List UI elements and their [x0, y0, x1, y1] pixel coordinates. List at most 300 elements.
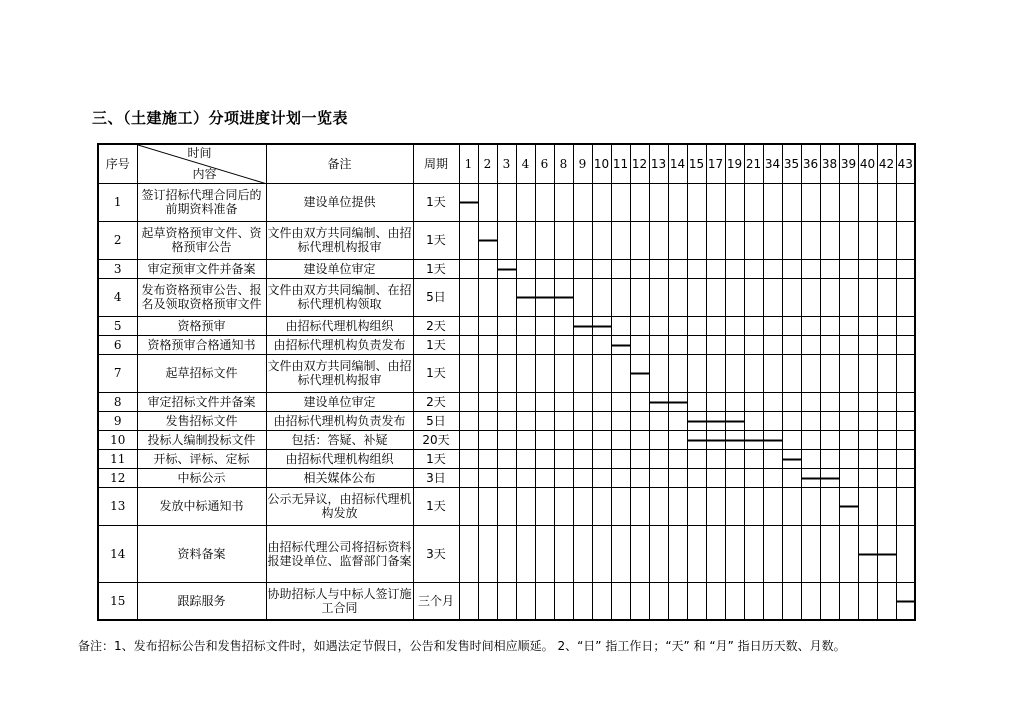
- timeline-cell: [478, 449, 497, 468]
- timeline-cell: [554, 449, 573, 468]
- timeline-tick: 19: [725, 144, 744, 183]
- timeline-cell: [459, 278, 478, 316]
- timeline-cell: [668, 411, 687, 430]
- timeline-tick: 1: [459, 144, 478, 183]
- timeline-cell: [630, 525, 649, 582]
- timeline-cell: [820, 582, 839, 620]
- timeline-tick: 6: [535, 144, 554, 183]
- row-content: 起草资格预审文件、资格预审公告: [137, 221, 266, 259]
- row-note: 文件由双方共同编制、由招标代理机构报审: [266, 221, 413, 259]
- timeline-cell: [763, 221, 782, 259]
- timeline-cell: [668, 468, 687, 487]
- header-row: [98, 144, 915, 183]
- timeline-cell: [687, 335, 706, 354]
- timeline-cell: [744, 525, 763, 582]
- timeline-cell: [554, 335, 573, 354]
- timeline-cell: [478, 392, 497, 411]
- timeline-cell: [820, 525, 839, 582]
- timeline-cell: [497, 468, 516, 487]
- timeline-cell: [801, 411, 820, 430]
- timeline-cell: [497, 411, 516, 430]
- timeline-tick: 39: [839, 144, 858, 183]
- timeline-cell: [896, 335, 915, 354]
- header-period: 周期: [413, 144, 459, 183]
- timeline-cell: [725, 582, 744, 620]
- timeline-cell: [573, 392, 592, 411]
- timeline-cell: [554, 316, 573, 335]
- timeline-cell: [478, 335, 497, 354]
- row-content: 投标人编制投标文件: [137, 430, 266, 449]
- timeline-cell: [573, 430, 592, 449]
- timeline-cell: [725, 354, 744, 392]
- timeline-cell: [782, 430, 801, 449]
- timeline-cell: [839, 411, 858, 430]
- timeline-cell: [858, 354, 877, 392]
- row-number: 3: [98, 259, 137, 278]
- timeline-cell: [858, 582, 877, 620]
- timeline-cell: [687, 392, 706, 411]
- timeline-cell: [896, 316, 915, 335]
- timeline-cell: [820, 487, 839, 525]
- timeline-cell: [459, 392, 478, 411]
- timeline-cell: [687, 430, 706, 449]
- row-number: 11: [98, 449, 137, 468]
- row-number: 7: [98, 354, 137, 392]
- timeline-cell: [497, 449, 516, 468]
- row-content: 中标公示: [137, 468, 266, 487]
- timeline-cell: [497, 278, 516, 316]
- timeline-cell: [896, 430, 915, 449]
- timeline-tick: 42: [877, 144, 896, 183]
- timeline-cell: [573, 259, 592, 278]
- timeline-cell: [763, 316, 782, 335]
- timeline-cell: [497, 487, 516, 525]
- timeline-cell: [839, 582, 858, 620]
- timeline-cell: [459, 411, 478, 430]
- timeline-cell: [877, 449, 896, 468]
- timeline-cell: [687, 525, 706, 582]
- timeline-cell: [782, 392, 801, 411]
- timeline-cell: [896, 582, 915, 620]
- timeline-cell: [535, 221, 554, 259]
- timeline-cell: [649, 525, 668, 582]
- timeline-cell: [649, 582, 668, 620]
- timeline-cell: [763, 449, 782, 468]
- timeline-cell: [573, 278, 592, 316]
- timeline-cell: [611, 278, 630, 316]
- timeline-cell: [478, 316, 497, 335]
- row-note: 由招标代理公司将招标资料报建设单位、监督部门备案: [266, 525, 413, 582]
- row-number: 6: [98, 335, 137, 354]
- timeline-cell: [877, 525, 896, 582]
- timeline-cell: [668, 335, 687, 354]
- timeline-cell: [630, 278, 649, 316]
- timeline-cell: [535, 259, 554, 278]
- timeline-cell: [858, 392, 877, 411]
- timeline-cell: [573, 221, 592, 259]
- timeline-cell: [782, 525, 801, 582]
- table-row: [98, 449, 915, 468]
- table-row: [98, 259, 915, 278]
- timeline-cell: [592, 392, 611, 411]
- timeline-cell: [763, 525, 782, 582]
- timeline-cell: [611, 411, 630, 430]
- timeline-cell: [516, 278, 535, 316]
- timeline-cell: [478, 582, 497, 620]
- timeline-cell: [763, 430, 782, 449]
- timeline-cell: [820, 335, 839, 354]
- timeline-cell: [611, 525, 630, 582]
- timeline-cell: [687, 259, 706, 278]
- timeline-cell: [725, 525, 744, 582]
- page-title: 三、（土建施工）分项进度计划一览表: [92, 109, 349, 127]
- timeline-cell: [554, 392, 573, 411]
- timeline-cell: [839, 259, 858, 278]
- timeline-cell: [744, 221, 763, 259]
- timeline-cell: [497, 582, 516, 620]
- timeline-cell: [668, 354, 687, 392]
- timeline-cell: [839, 487, 858, 525]
- timeline-cell: [896, 525, 915, 582]
- timeline-cell: [782, 183, 801, 221]
- timeline-cell: [801, 354, 820, 392]
- timeline-cell: [497, 316, 516, 335]
- timeline-cell: [687, 582, 706, 620]
- timeline-tick: 13: [649, 144, 668, 183]
- header-content-label: 内容: [192, 166, 217, 181]
- timeline-cell: [649, 354, 668, 392]
- timeline-cell: [668, 259, 687, 278]
- table-row: [98, 316, 915, 335]
- timeline-cell: [535, 449, 554, 468]
- timeline-cell: [839, 449, 858, 468]
- timeline-cell: [858, 183, 877, 221]
- row-content: 资料备案: [137, 525, 266, 582]
- timeline-cell: [535, 392, 554, 411]
- timeline-cell: [535, 278, 554, 316]
- timeline-cell: [554, 411, 573, 430]
- timeline-cell: [858, 449, 877, 468]
- timeline-tick: 14: [668, 144, 687, 183]
- timeline-tick: 21: [744, 144, 763, 183]
- timeline-cell: [478, 487, 497, 525]
- timeline-cell: [649, 316, 668, 335]
- timeline-cell: [554, 354, 573, 392]
- timeline-cell: [820, 468, 839, 487]
- timeline-cell: [763, 392, 782, 411]
- timeline-cell: [516, 582, 535, 620]
- row-number: 8: [98, 392, 137, 411]
- timeline-cell: [630, 468, 649, 487]
- timeline-cell: [497, 430, 516, 449]
- row-note: 由招标代理机构负责发布: [266, 411, 413, 430]
- timeline-cell: [744, 354, 763, 392]
- timeline-cell: [744, 449, 763, 468]
- timeline-cell: [573, 449, 592, 468]
- timeline-cell: [782, 221, 801, 259]
- timeline-cell: [744, 582, 763, 620]
- timeline-cell: [725, 335, 744, 354]
- timeline-cell: [630, 582, 649, 620]
- timeline-cell: [725, 487, 744, 525]
- timeline-cell: [725, 411, 744, 430]
- timeline-cell: [516, 221, 535, 259]
- timeline-cell: [516, 525, 535, 582]
- timeline-cell: [744, 183, 763, 221]
- timeline-cell: [706, 525, 725, 582]
- timeline-cell: [858, 221, 877, 259]
- timeline-cell: [820, 430, 839, 449]
- timeline-cell: [801, 221, 820, 259]
- timeline-cell: [858, 316, 877, 335]
- timeline-cell: [877, 582, 896, 620]
- timeline-cell: [801, 449, 820, 468]
- timeline-cell: [687, 316, 706, 335]
- timeline-cell: [877, 183, 896, 221]
- timeline-cell: [592, 354, 611, 392]
- row-note: 文件由双方共同编制、在招标代理机构领取: [266, 278, 413, 316]
- timeline-cell: [896, 259, 915, 278]
- timeline-cell: [554, 525, 573, 582]
- row-period: 20天: [413, 430, 459, 449]
- table-row: [98, 411, 915, 430]
- timeline-cell: [497, 335, 516, 354]
- row-period: 1天: [413, 183, 459, 221]
- timeline-cell: [820, 278, 839, 316]
- table-row: [98, 582, 915, 620]
- timeline-cell: [630, 259, 649, 278]
- timeline-cell: [744, 335, 763, 354]
- timeline-cell: [478, 525, 497, 582]
- row-content: 审定招标文件并备案: [137, 392, 266, 411]
- timeline-cell: [896, 468, 915, 487]
- timeline-cell: [706, 183, 725, 221]
- timeline-cell: [516, 449, 535, 468]
- timeline-cell: [630, 354, 649, 392]
- timeline-cell: [535, 582, 554, 620]
- timeline-cell: [554, 259, 573, 278]
- timeline-cell: [497, 392, 516, 411]
- timeline-cell: [554, 221, 573, 259]
- timeline-cell: [706, 221, 725, 259]
- timeline-cell: [649, 430, 668, 449]
- timeline-cell: [516, 335, 535, 354]
- timeline-cell: [877, 316, 896, 335]
- timeline-cell: [535, 487, 554, 525]
- timeline-cell: [782, 411, 801, 430]
- timeline-cell: [839, 430, 858, 449]
- table-row: [98, 221, 915, 259]
- timeline-cell: [725, 183, 744, 221]
- timeline-cell: [839, 468, 858, 487]
- timeline-cell: [630, 221, 649, 259]
- timeline-cell: [478, 354, 497, 392]
- timeline-cell: [687, 354, 706, 392]
- timeline-cell: [706, 335, 725, 354]
- timeline-cell: [801, 183, 820, 221]
- timeline-cell: [877, 430, 896, 449]
- row-period: 2天: [413, 316, 459, 335]
- timeline-cell: [801, 259, 820, 278]
- row-note: 协助招标人与中标人签订施工合同: [266, 582, 413, 620]
- timeline-cell: [820, 221, 839, 259]
- timeline-cell: [668, 487, 687, 525]
- row-note: 由招标代理机构组织: [266, 316, 413, 335]
- timeline-cell: [611, 468, 630, 487]
- timeline-cell: [896, 278, 915, 316]
- timeline-cell: [763, 468, 782, 487]
- timeline-cell: [706, 278, 725, 316]
- timeline-cell: [896, 392, 915, 411]
- timeline-cell: [877, 354, 896, 392]
- timeline-tick: 40: [858, 144, 877, 183]
- timeline-cell: [668, 430, 687, 449]
- timeline-cell: [706, 449, 725, 468]
- header-note: 备注: [266, 144, 413, 183]
- timeline-cell: [459, 316, 478, 335]
- table-row: [98, 354, 915, 392]
- timeline-cell: [478, 430, 497, 449]
- timeline-cell: [725, 259, 744, 278]
- timeline-cell: [592, 468, 611, 487]
- timeline-cell: [497, 183, 516, 221]
- row-note: 建设单位提供: [266, 183, 413, 221]
- timeline-cell: [649, 278, 668, 316]
- timeline-cell: [839, 392, 858, 411]
- timeline-tick: 43: [896, 144, 915, 183]
- timeline-cell: [459, 430, 478, 449]
- timeline-tick: 34: [763, 144, 782, 183]
- timeline-cell: [554, 468, 573, 487]
- timeline-cell: [725, 278, 744, 316]
- row-content: 发售招标文件: [137, 411, 266, 430]
- timeline-cell: [649, 411, 668, 430]
- row-content: 发布资格预审公告、报名及领取资格预审文件: [137, 278, 266, 316]
- header-seq: 序号: [98, 144, 137, 183]
- timeline-cell: [687, 221, 706, 259]
- timeline-cell: [801, 468, 820, 487]
- timeline-cell: [782, 259, 801, 278]
- timeline-cell: [896, 411, 915, 430]
- table-row: [98, 525, 915, 582]
- row-note: 建设单位审定: [266, 392, 413, 411]
- timeline-cell: [516, 354, 535, 392]
- timeline-cell: [459, 582, 478, 620]
- timeline-cell: [687, 278, 706, 316]
- timeline-cell: [649, 335, 668, 354]
- timeline-cell: [497, 259, 516, 278]
- timeline-cell: [744, 411, 763, 430]
- timeline-cell: [459, 221, 478, 259]
- timeline-cell: [630, 335, 649, 354]
- row-period: 1天: [413, 335, 459, 354]
- row-period: 1天: [413, 259, 459, 278]
- row-number: 12: [98, 468, 137, 487]
- timeline-cell: [877, 259, 896, 278]
- timeline-cell: [706, 392, 725, 411]
- timeline-cell: [611, 430, 630, 449]
- timeline-cell: [896, 449, 915, 468]
- row-note: 建设单位审定: [266, 259, 413, 278]
- timeline-cell: [497, 354, 516, 392]
- timeline-tick: 2: [478, 144, 497, 183]
- timeline-cell: [630, 487, 649, 525]
- table-row: [98, 430, 915, 449]
- row-period: 1天: [413, 221, 459, 259]
- timeline-cell: [820, 316, 839, 335]
- timeline-cell: [649, 183, 668, 221]
- timeline-cell: [782, 354, 801, 392]
- timeline-cell: [478, 259, 497, 278]
- timeline-cell: [535, 430, 554, 449]
- timeline-cell: [820, 411, 839, 430]
- table-row: [98, 335, 915, 354]
- timeline-cell: [459, 354, 478, 392]
- row-number: 4: [98, 278, 137, 316]
- timeline-cell: [839, 525, 858, 582]
- timeline-cell: [820, 183, 839, 221]
- timeline-cell: [516, 411, 535, 430]
- timeline-cell: [592, 430, 611, 449]
- timeline-cell: [516, 259, 535, 278]
- timeline-cell: [801, 335, 820, 354]
- timeline-tick: 15: [687, 144, 706, 183]
- row-number: 2: [98, 221, 137, 259]
- timeline-cell: [459, 335, 478, 354]
- timeline-tick: 38: [820, 144, 839, 183]
- timeline-cell: [478, 183, 497, 221]
- timeline-cell: [763, 278, 782, 316]
- timeline-cell: [554, 183, 573, 221]
- timeline-cell: [782, 316, 801, 335]
- row-note: 公示无异议，由招标代理机构发放: [266, 487, 413, 525]
- timeline-cell: [611, 259, 630, 278]
- timeline-cell: [839, 183, 858, 221]
- timeline-cell: [687, 487, 706, 525]
- timeline-cell: [573, 525, 592, 582]
- row-period: 3日: [413, 468, 459, 487]
- timeline-tick: 9: [573, 144, 592, 183]
- timeline-cell: [744, 259, 763, 278]
- timeline-cell: [592, 582, 611, 620]
- row-note: 由招标代理机构负责发布: [266, 335, 413, 354]
- timeline-cell: [782, 278, 801, 316]
- row-content: 签订招标代理合同后的前期资料准备: [137, 183, 266, 221]
- timeline-cell: [896, 221, 915, 259]
- table-row: [98, 183, 915, 221]
- timeline-cell: [896, 354, 915, 392]
- timeline-cell: [668, 449, 687, 468]
- table-row: [98, 278, 915, 316]
- row-note: 相关媒体公布: [266, 468, 413, 487]
- timeline-cell: [706, 430, 725, 449]
- timeline-cell: [858, 468, 877, 487]
- timeline-cell: [801, 392, 820, 411]
- timeline-cell: [592, 221, 611, 259]
- timeline-cell: [592, 259, 611, 278]
- timeline-cell: [896, 487, 915, 525]
- timeline-cell: [649, 449, 668, 468]
- timeline-cell: [858, 278, 877, 316]
- timeline-cell: [516, 468, 535, 487]
- timeline-cell: [630, 316, 649, 335]
- timeline-cell: [611, 354, 630, 392]
- timeline-cell: [877, 221, 896, 259]
- timeline-cell: [744, 392, 763, 411]
- row-number: 13: [98, 487, 137, 525]
- timeline-tick: 11: [611, 144, 630, 183]
- timeline-cell: [801, 278, 820, 316]
